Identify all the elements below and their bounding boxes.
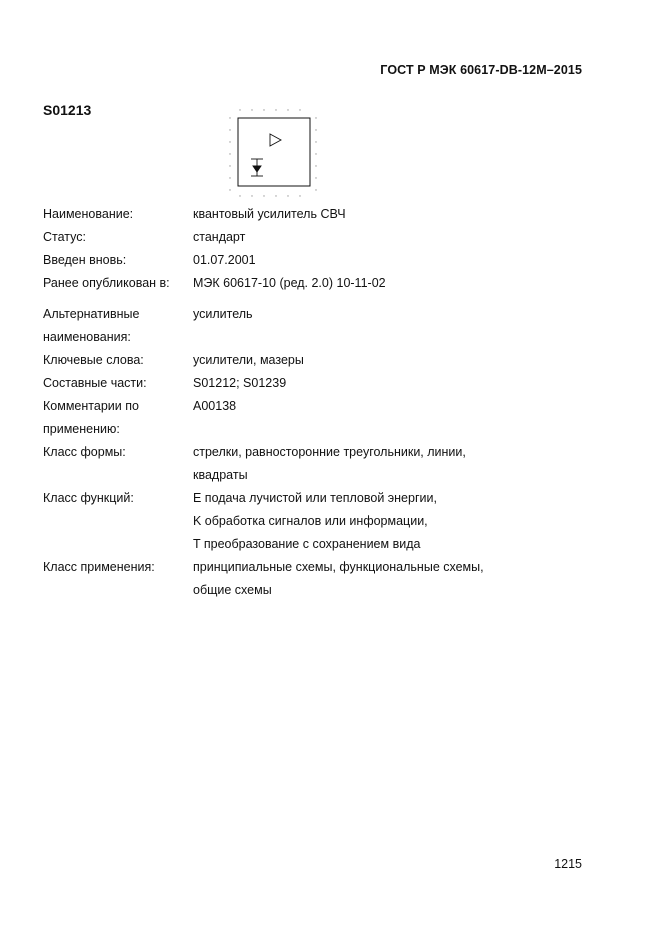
page-number: 1215 (554, 857, 582, 871)
field-label: применению: (43, 422, 120, 436)
field-label: Класс формы: (43, 445, 126, 459)
field-value: K обработка сигналов или информации, (193, 514, 428, 528)
field-label: Составные части: (43, 376, 147, 390)
field-previously-published (43, 272, 603, 295)
field-components (43, 372, 603, 395)
field-label: Введен вновь: (43, 253, 127, 267)
field-value: квадраты (193, 468, 248, 482)
field-value: стандарт (193, 230, 246, 244)
page-header-title: ГОСТ Р МЭК 60617-DB-12M–2015 (380, 63, 582, 77)
symbol-code: S01213 (43, 102, 92, 118)
field-label: Класс функций: (43, 491, 134, 505)
field-label: наименования: (43, 330, 131, 344)
maser-amplifier-symbol-icon (228, 108, 318, 198)
field-value: общие схемы (193, 583, 272, 597)
field-value: МЭК 60617-10 (ред. 2.0) 10-11-02 (193, 276, 386, 290)
field-value: A00138 (193, 399, 237, 413)
symbol-attributes (43, 203, 603, 602)
field-label: Альтернативные (43, 307, 140, 321)
field-keywords (43, 349, 603, 372)
field-label: Наименование: (43, 207, 134, 221)
field-value: усилитель (193, 307, 253, 321)
amplifier-triangle-icon (270, 134, 281, 146)
field-label: Класс применения: (43, 560, 155, 574)
symbol-graphic (228, 108, 318, 198)
field-value: T преобразование с сохранением вида (193, 537, 421, 551)
field-label: Ранее опубликован в: (43, 276, 170, 290)
field-label: Ключевые слова: (43, 353, 144, 367)
field-value: S01212; S01239 (193, 376, 287, 390)
field-value: квантовый усилитель СВЧ (193, 207, 346, 221)
field-introduced (43, 249, 603, 272)
field-application-notes (43, 395, 603, 441)
field-status (43, 226, 603, 249)
grid-dots (229, 109, 316, 196)
field-function-class (43, 487, 603, 556)
field-value: принципиальные схемы, функциональные схемы, (193, 560, 484, 574)
field-application-class (43, 556, 603, 602)
field-shape-class (43, 441, 603, 487)
field-alternative-names (43, 303, 603, 349)
field-label: Комментарии по (43, 399, 139, 413)
field-name (43, 203, 603, 226)
field-value: усилители, мазеры (193, 353, 304, 367)
field-value: E подача лучистой или тепловой энергии, (193, 491, 437, 505)
amplifier-box (238, 118, 310, 186)
field-value: стрелки, равносторонние треугольники, линии, (193, 445, 466, 459)
pump-arrow-icon (251, 159, 263, 176)
field-label: Статус: (43, 230, 86, 244)
field-value: 01.07.2001 (193, 253, 256, 267)
